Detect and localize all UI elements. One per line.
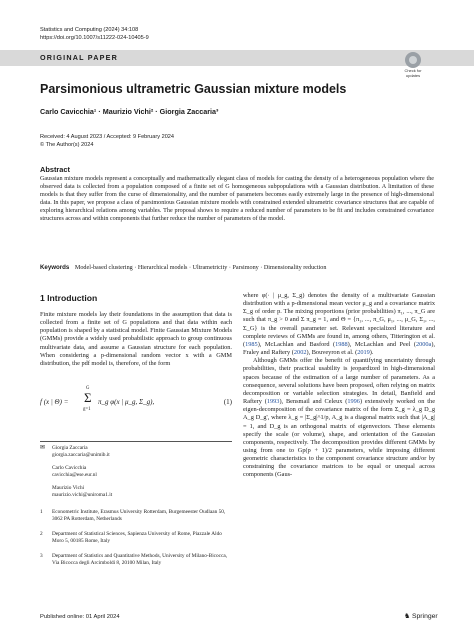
corr-author-name: Giorgia Zaccaria	[52, 445, 88, 451]
keywords-label: Keywords	[40, 264, 70, 271]
affiliation-number: 1	[40, 509, 43, 515]
equation-number: (1)	[223, 398, 232, 406]
journal-line: Statistics and Computing (2024) 34:108	[40, 27, 139, 33]
publisher-logo	[404, 612, 438, 620]
horse-icon: ♞	[404, 613, 411, 620]
author-email[interactable]: cavicchia@ese.eur.nl	[52, 471, 97, 478]
sum-symbol: Σ	[84, 390, 92, 405]
corresponding-author	[40, 445, 232, 459]
publisher-name: Springer	[411, 613, 438, 620]
affiliation-number: 3	[40, 553, 43, 559]
check-for-updates-badge[interactable]	[394, 50, 432, 84]
intro-paragraph: Finite mixture models lay their foundations in the assumption that data is collected from a finite set of G populations and that data within each population is shaped by a statistical model. Finite Gaussian Mixture Models (GMMs) provide a widely used probabilistic approach to group continuous multivariate data, and assume a Gaussian structure for each population. When considering a p-dimensional random vector x with a GMM distribution, the pdf model is, therefore, of the form	[40, 311, 232, 367]
update-icon	[405, 52, 421, 68]
author-list: Carlo Cavicchia¹ · Maurizio Vichi² · Giorgia Zaccaria³	[40, 107, 219, 116]
sum-upper: G	[86, 386, 90, 391]
abstract-heading: Abstract	[40, 165, 70, 174]
affiliation-text: Department of Statistical Sciences, Sapienza University of Rome, Piazzale Aldo Moro 5, 00185 Rome, Italy	[52, 531, 222, 544]
copyright: © The Author(s) 2024	[40, 141, 94, 148]
citation-link[interactable]: 1993	[266, 398, 280, 406]
affiliation-2	[40, 531, 232, 545]
abstract-text: Gaussian mixture models represent a conceptually and mathematically elegant class of models for casting the density of a heterogeneous population where the observed data is collected from a population composed of a finite set of G homogeneous subpopulations with a Gaussian distribution. A limitation of these models is that they suffer from the curse of dimensionality, and the number of parameters becomes easily extremely large in the presence of high-dimensional data. In this paper, we propose a class of parsimonious Gaussian mixture models with constrained extended ultrametric covariance structures that are capable of exploring hierarchical relations among variables. The proposal shows to require a reduced number of parameters to be fit and includes constrained covariance structures across and within components that further reduce the number of parameters of the model.	[40, 176, 434, 223]
right-paragraph-1: where φ(· | μ_g, Σ_g) denotes the density of a multivariate Gaussian distribution with a p-dimensional mean vector μ_g and a covariance matrix Σ_g of order p. The mixing proportions (prior probabilities) π₁, ..., π_G are such that π_g > 0 and Σ π_g = 1, and Θ = {π₁, ..., π_G, μ₁, ..., μ_G, Σ₁, ..., Σ_G} is the overall parameter set. Relevant specialized literature and complete reviews of GMMs are found in, among others, Titterington et al. (1985), McLachlan and Basford (1988), McLachlan and Peel (2000a), Fraley and Raftery (2002), Bouveyron et al. (2019).	[243, 292, 436, 357]
right-paragraph-2: Although GMMs offer the benefit of quantifying uncertainty through probabilities, their practical usability is jeopardized in high-dimensional spaces because of the estimation of a large number of parameters. As a consequence, several solutions have been proposed, often relying on matrix decomposition or variable selection strategies. In detail, Banfield and Raftery (1993), Bensmail and Celeux (1996) extensively worked on the eigen-decomposition of the covariance matrix of the form Σ_g = λ_g D_g A_g D_g', where λ_g = |Σ_g|^1/p, A_g is a diagonal matrix such that |A_g| = 1, and D_g is an orthogonal matrix of eigenvectors. These elements specify the scale (or volume), shape, and orientation of the Gaussian components, respectively. The decomposition provides different GMMs by using from one to Gp(p + 1)/2 parameters, while imposing different geometric characteristics to the component covariance structure and/or by constraining the covariance matrices to be equal or unequal across components (Gaus-	[243, 357, 436, 479]
author-email[interactable]: maurizio.vichi@uniroma1.it	[52, 491, 113, 498]
right-column	[243, 292, 435, 480]
doi-link[interactable]: https://doi.org/10.1007/s11222-024-10405-9	[40, 35, 149, 41]
updates-line1: Check for	[404, 68, 422, 73]
received-accepted: Received: 4 August 2023 / Accepted: 9 February 2024	[40, 134, 175, 140]
affiliation-1	[40, 509, 232, 523]
left-column	[40, 311, 232, 368]
citation-link[interactable]: 2000a	[415, 340, 432, 348]
affiliation-text: Department of Statistics and Quantitative Methods, University of Milano-Bicocca, Via Bicocca degli Arcimboldi 8, 20100 Milan, Italy	[52, 553, 228, 566]
updates-line2: updates	[405, 72, 421, 78]
citation-link[interactable]: 1996	[347, 398, 360, 406]
keywords-text: Model-based clustering · Hierarchical models · Ultrametricity · Parsimony · Dimensionality reduction	[74, 265, 327, 271]
dates-block	[40, 134, 174, 149]
envelope-icon: ✉	[40, 445, 46, 451]
equation-lhs: f (x | Θ) =	[40, 398, 69, 406]
paper-title: Parsimonious ultrametric Gaussian mixture models	[40, 82, 347, 96]
equation-1	[40, 386, 232, 421]
affiliation-text: Econometric Institute, Erasmus University Rotterdam, Burgemeester Oudlaan 50, 3062 PA Rotterdam, Netherlands	[52, 509, 226, 522]
section-heading: 1 Introduction	[40, 293, 98, 303]
published-date: Published online: 01 April 2024	[40, 614, 120, 620]
author-name: Carlo Cavicchia	[52, 465, 87, 471]
citation-link[interactable]: 1985	[245, 340, 258, 348]
corr-author-email[interactable]: giorgia.zaccaria@unimib.it	[52, 451, 110, 458]
footnote-rule	[40, 441, 232, 442]
sum-lower: g=1	[83, 407, 91, 412]
author-contact-2	[40, 485, 232, 499]
keywords	[40, 264, 434, 271]
affiliation-3	[40, 553, 232, 574]
author-contact-1	[40, 465, 232, 479]
citation-link[interactable]: 2019	[357, 349, 370, 357]
citation-link[interactable]: 1988	[335, 340, 348, 348]
citation-link[interactable]: 2002	[293, 349, 307, 357]
equation-rhs: π_g φ(x | μ_g, Σ_g),	[98, 398, 155, 406]
article-type-label: ORIGINAL PAPER	[40, 53, 119, 62]
author-name: Maurizio Vichi	[52, 485, 85, 491]
affiliation-number: 2	[40, 531, 43, 537]
